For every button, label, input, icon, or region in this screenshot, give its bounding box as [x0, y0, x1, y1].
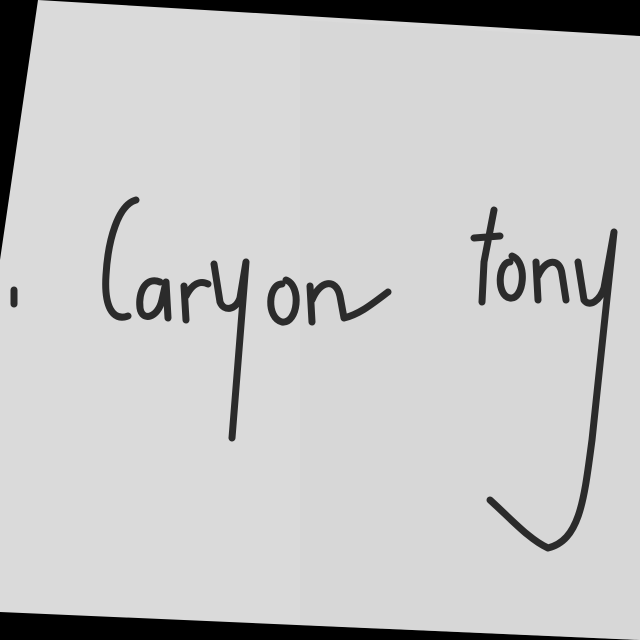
paper-shading — [300, 20, 640, 640]
